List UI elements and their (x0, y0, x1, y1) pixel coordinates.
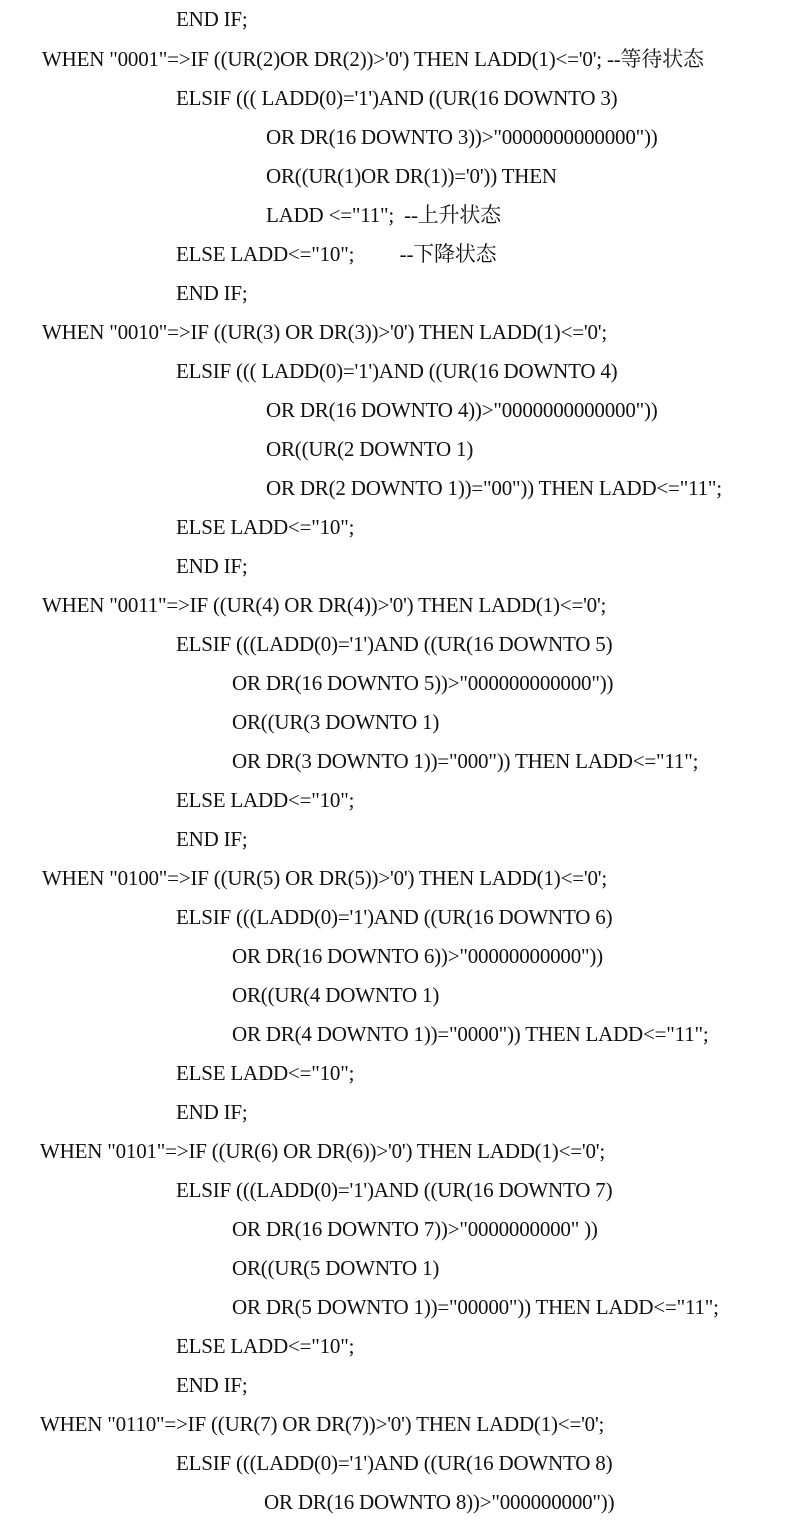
code-line: ELSIF (((LADD(0)='1')AND ((UR(16 DOWNTO 8) (176, 1451, 613, 1475)
code-line: WHEN "0010"=>IF ((UR(3) OR DR(3))>'0') THEN LADD(1)<='0'; (42, 320, 607, 344)
code-line: WHEN "0100"=>IF ((UR(5) OR DR(5))>'0') THEN LADD(1)<='0'; (42, 866, 607, 890)
code-line: OR DR(16 DOWNTO 6))>"00000000000")) (232, 944, 603, 968)
code-line: WHEN "0001"=>IF ((UR(2)OR DR(2))>'0') THEN LADD(1)<='0'; --等待状态 (42, 47, 704, 71)
code-line: OR DR(5 DOWNTO 1))="00000")) THEN LADD<="11"; (232, 1295, 719, 1319)
code-line: OR((UR(3 DOWNTO 1) (232, 710, 440, 734)
code-line: OR((UR(2 DOWNTO 1) (266, 437, 474, 461)
code-line: WHEN "0110"=>IF ((UR(7) OR DR(7))>'0') THEN LADD(1)<='0'; (40, 1412, 605, 1436)
code-line: OR DR(16 DOWNTO 4))>"0000000000000")) (266, 398, 658, 422)
code-line: ELSIF (((LADD(0)='1')AND ((UR(16 DOWNTO 7) (176, 1178, 613, 1202)
code-line: ELSE LADD<="10"; (176, 788, 355, 812)
code-line: END IF; (176, 281, 248, 305)
code-line: ELSIF ((( LADD(0)='1')AND ((UR(16 DOWNTO 3) (176, 86, 618, 110)
code-line: END IF; (176, 7, 248, 31)
code-line: WHEN "0011"=>IF ((UR(4) OR DR(4))>'0') THEN LADD(1)<='0'; (42, 593, 607, 617)
code-line: END IF; (176, 1373, 248, 1397)
code-line: OR DR(16 DOWNTO 8))>"000000000")) (264, 1490, 615, 1514)
code-line: ELSE LADD<="10"; (176, 515, 355, 539)
code-line: OR DR(16 DOWNTO 3))>"0000000000000")) (266, 125, 658, 149)
code-line: WHEN "0101"=>IF ((UR(6) OR DR(6))>'0') THEN LADD(1)<='0'; (40, 1139, 605, 1163)
code-line: END IF; (176, 827, 248, 851)
code-line: LADD <="11"; --上升状态 (266, 203, 501, 227)
code-line: ELSE LADD<="10"; (176, 1061, 355, 1085)
code-line: OR((UR(5 DOWNTO 1) (232, 1256, 440, 1280)
code-line: OR DR(2 DOWNTO 1))="00")) THEN LADD<="11"; (266, 476, 722, 500)
code-line: ELSE LADD<="10"; --下降状态 (176, 242, 497, 266)
code-line: END IF; (176, 1100, 248, 1124)
code-line: ELSIF ((( LADD(0)='1')AND ((UR(16 DOWNTO 4) (176, 359, 618, 383)
code-line: OR DR(16 DOWNTO 5))>"000000000000")) (232, 671, 614, 695)
code-line: OR DR(3 DOWNTO 1))="000")) THEN LADD<="11"; (232, 749, 699, 773)
code-line: ELSIF (((LADD(0)='1')AND ((UR(16 DOWNTO 6) (176, 905, 613, 929)
code-line: OR DR(4 DOWNTO 1))="0000")) THEN LADD<="11"; (232, 1022, 709, 1046)
code-line: ELSIF (((LADD(0)='1')AND ((UR(16 DOWNTO 5) (176, 632, 613, 656)
code-line: OR DR(16 DOWNTO 7))>"0000000000" )) (232, 1217, 598, 1241)
code-line: OR((UR(1)OR DR(1))='0')) THEN (266, 164, 557, 188)
code-line: ELSE LADD<="10"; (176, 1334, 355, 1358)
code-line: OR((UR(4 DOWNTO 1) (232, 983, 440, 1007)
code-line: END IF; (176, 554, 248, 578)
